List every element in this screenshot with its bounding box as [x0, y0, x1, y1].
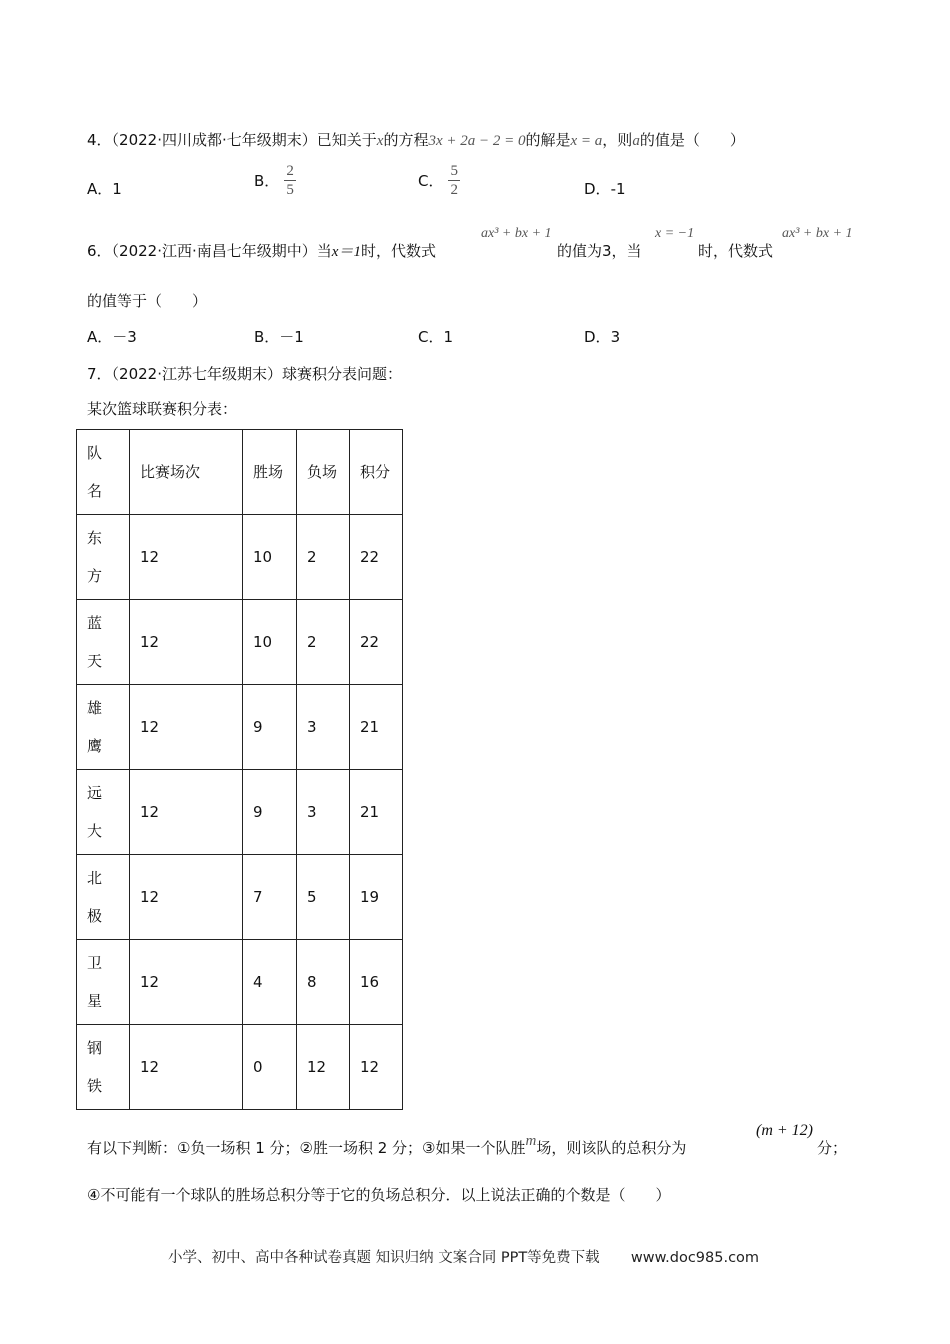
table-row: 卫 星 12 4 8 16	[77, 940, 403, 1025]
question-source: （2022·江西·南昌七年级期中）	[111, 242, 317, 260]
footer-link[interactable]: www.doc985.com	[630, 1250, 760, 1266]
variable-m: m	[525, 1133, 537, 1149]
variable-x: x	[376, 133, 384, 149]
table-row: 北 极 12 7 5 19	[77, 855, 403, 940]
q6-option-c[interactable]: C．1	[418, 328, 454, 346]
algebraic-expression: ax³ + bx + 1	[481, 226, 552, 241]
q4-option-a[interactable]: A．1	[87, 180, 122, 198]
q4-option-d[interactable]: D．-1	[584, 180, 626, 198]
condition-x: x = −1	[655, 226, 695, 241]
footer-text: 小学、初中、高中各种试卷真题 知识归纳 文案合同 PPT等免费下载	[168, 1250, 600, 1266]
question-number: 6．	[87, 242, 112, 260]
table-row: 东 方 12 10 2 22	[77, 515, 403, 600]
score-table	[76, 429, 403, 1110]
q4-option-c[interactable]: C． $\frac{5}{2}$	[418, 162, 460, 199]
table-header-row	[77, 430, 403, 515]
q6-option-b[interactable]: B．－1	[254, 328, 304, 346]
algebraic-expression: ax³ + bx + 1	[782, 226, 853, 241]
question-source: （2022·江苏七年级期末）	[111, 365, 282, 383]
fraction: $\frac{2}{5}$	[284, 162, 296, 199]
solution-expr: x = a	[570, 133, 603, 149]
header-losses: 负场	[297, 430, 350, 515]
fraction: $\frac{5}{2}$	[448, 162, 460, 199]
question-4: 4．（2022·四川成都·七年级期末）已知关于x的方程3x + 2a − 2 = 0的解是x = a，则a的值是（ ）	[87, 131, 745, 149]
question-6: 6．（2022·江西·南昌七年级期中）当x＝1时，代数式	[87, 242, 436, 260]
table-row: 雄 鹰 12 9 3 21	[77, 685, 403, 770]
footer	[168, 1246, 759, 1267]
question-number: 4．	[87, 131, 112, 149]
table-caption: 某次篮球联赛积分表：	[87, 400, 238, 418]
equation: 3x + 2a − 2 = 0	[428, 133, 526, 149]
header-points: 积分	[350, 430, 403, 515]
question-source: （2022·四川成都·七年级期末）	[111, 131, 317, 149]
header-team: 队 名	[77, 430, 130, 515]
q6-option-d[interactable]: D．3	[584, 328, 621, 346]
q6-option-a[interactable]: A．－3	[87, 328, 137, 346]
q4-option-b[interactable]: B． $\frac{2}{5}$	[254, 162, 296, 199]
header-games: 比赛场次	[130, 430, 243, 515]
judgement-line-2: ④不可能有一个球队的胜场总积分等于它的负场总积分．以上说法正确的个数是（ ）	[87, 1186, 671, 1204]
table-row: 远 大 12 9 3 21	[77, 770, 403, 855]
question-number: 7．	[87, 365, 112, 383]
table-row: 钢 铁 12 0 12 12	[77, 1025, 403, 1110]
variable-a: a	[632, 133, 640, 149]
question-7: 7．（2022·江苏七年级期末）球赛积分表问题：	[87, 365, 403, 383]
table-row: 蓝 天 12 10 2 22	[77, 600, 403, 685]
header-wins: 胜场	[243, 430, 297, 515]
total-points-expr: (m + 12)	[756, 1122, 814, 1139]
judgement-line-1: 有以下判断：①负一场积 1 分；②胜一场积 2 分；③如果一个队胜m场，则该队的总积分为	[87, 1133, 687, 1157]
